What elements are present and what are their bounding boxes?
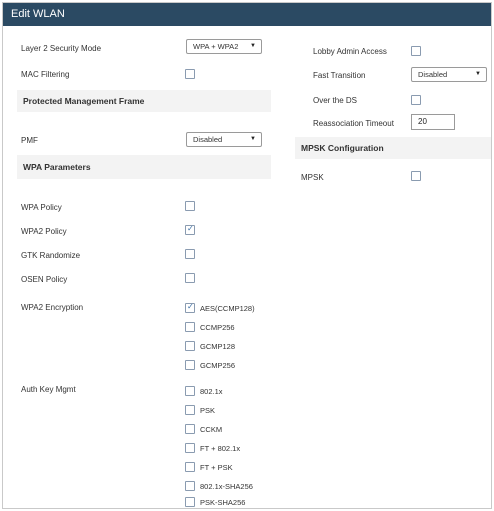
lobby-admin-access-label: Lobby Admin Access [313,47,387,56]
mac-filtering-checkbox[interactable] [185,69,195,79]
chevron-down-icon: ▼ [250,136,256,142]
wpa2-encryption-label: WPA2 Encryption [21,303,84,312]
akm-option-label: 802.1x [200,387,223,396]
over-the-ds-label: Over the DS [313,96,358,105]
encryption-option-label: AES(CCMP128) [200,304,255,313]
osen-policy-checkbox[interactable] [185,273,195,283]
osen-policy-label: OSEN Policy [21,275,68,284]
pmf-label: PMF [21,136,38,145]
wpa-policy-checkbox[interactable] [185,201,195,211]
encryption-ccmp256-checkbox[interactable] [185,322,195,332]
akm-ft-psk-checkbox[interactable] [185,462,195,472]
pmf-select[interactable] [186,132,262,147]
encryption-option-label: CCMP256 [200,323,235,332]
encryption-gcmp256-checkbox[interactable] [185,360,195,370]
pmf-section-header: Protected Management Frame [17,90,271,112]
gtk-randomize-label: GTK Randomize [21,251,81,260]
fast-transition-label: Fast Transition [313,71,366,80]
mac-filtering-label: MAC Filtering [21,70,70,79]
akm-8021x-sha256-checkbox[interactable] [185,481,195,491]
encryption-option-label: GCMP256 [200,361,236,370]
akm-option-label: FT + 802.1x [200,444,241,453]
akm-option-label: FT + PSK [200,463,233,472]
chevron-down-icon: ▼ [475,71,481,77]
layer2-security-mode-label: Layer 2 Security Mode [21,44,102,53]
gtk-randomize-checkbox[interactable] [185,249,195,259]
akm-psk-sha256-checkbox[interactable] [185,497,195,507]
akm-psk-checkbox[interactable] [185,405,195,415]
mpsk-label: MPSK [301,173,324,182]
wpa-parameters-section-header: WPA Parameters [17,155,271,179]
reassociation-timeout-label: Reassociation Timeout [313,119,394,128]
akm-ft-8021x-checkbox[interactable] [185,443,195,453]
wpa2-policy-label: WPA2 Policy [21,227,67,236]
over-the-ds-checkbox[interactable] [411,95,421,105]
encryption-gcmp128-checkbox[interactable] [185,341,195,351]
fast-transition-select[interactable] [411,67,487,82]
edit-wlan-dialog [2,2,492,509]
reassociation-timeout-input[interactable]: 20 [411,114,455,130]
dialog-title: Edit WLAN [3,3,491,26]
akm-8021x-checkbox[interactable] [185,386,195,396]
mpsk-configuration-section-header: MPSK Configuration [295,137,491,159]
akm-option-label: PSK [200,406,216,415]
mpsk-checkbox[interactable] [411,171,421,181]
chevron-down-icon: ▼ [250,43,256,49]
auth-key-mgmt-label: Auth Key Mgmt [21,385,76,394]
fast-transition-value: Disabled [418,70,448,79]
akm-option-label: PSK-SHA256 [200,498,246,507]
encryption-aes-ccmp128-checkbox[interactable] [185,303,195,313]
akm-option-label: CCKM [200,425,223,434]
lobby-admin-access-checkbox[interactable] [411,46,421,56]
akm-cckm-checkbox[interactable] [185,424,195,434]
wpa2-policy-checkbox[interactable] [185,225,195,235]
pmf-value: Disabled [193,135,223,144]
akm-option-label: 802.1x-SHA256 [200,482,253,491]
encryption-option-label: GCMP128 [200,342,236,351]
layer2-security-mode-value: WPA + WPA2 [193,42,239,51]
wpa-policy-label: WPA Policy [21,203,62,212]
layer2-security-mode-select[interactable] [186,39,262,54]
